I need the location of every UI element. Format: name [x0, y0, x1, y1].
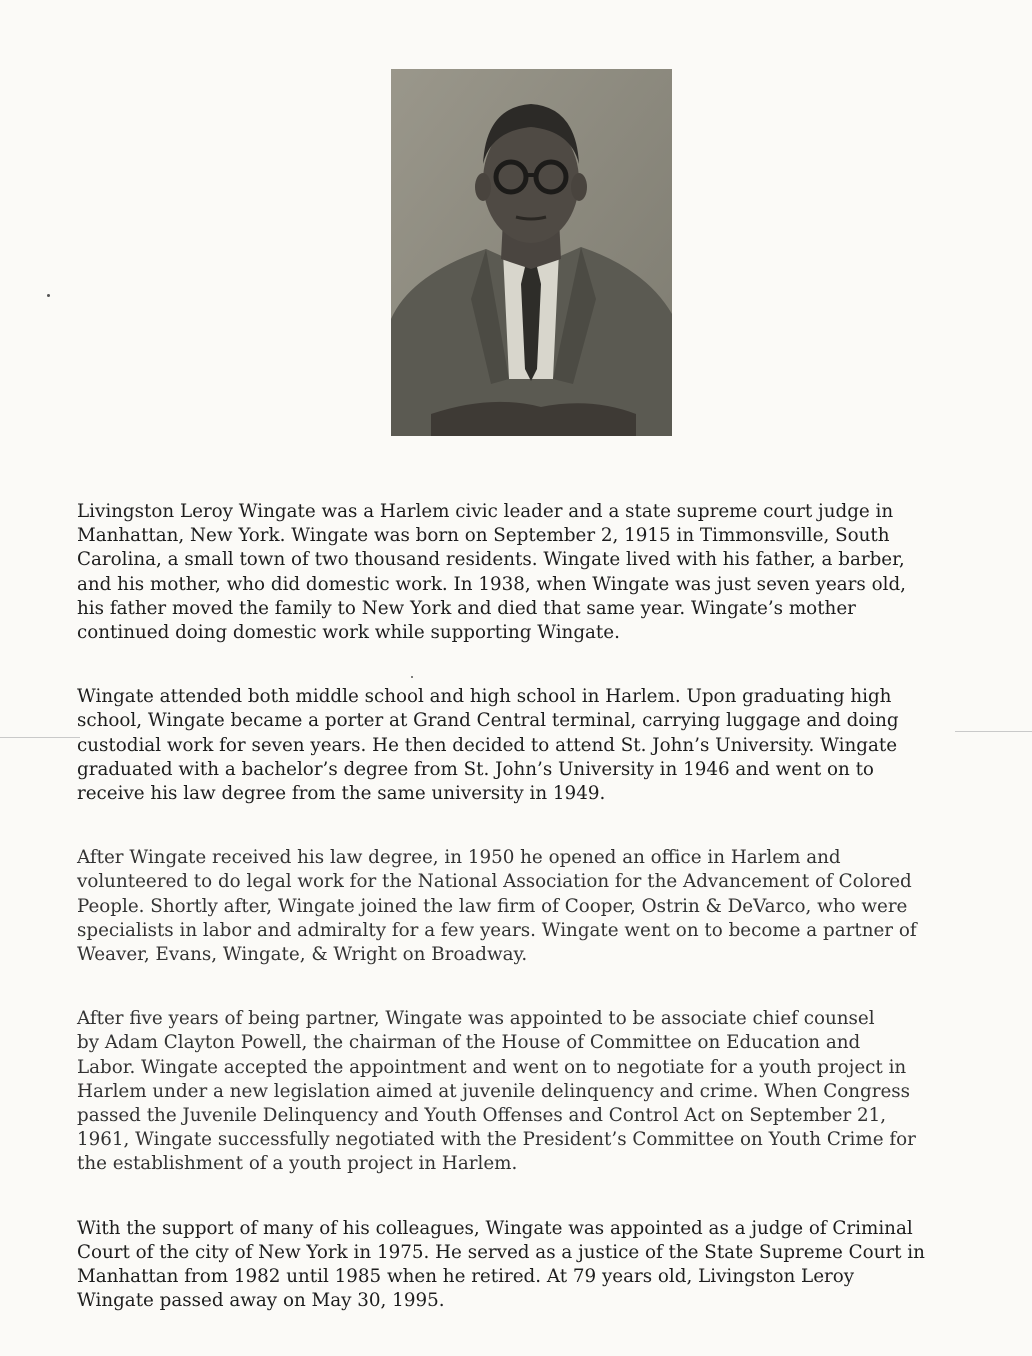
portrait-photo-icon — [391, 69, 672, 436]
paragraph-early-life: Livingston Leroy Wingate was a Harlem civic leader and a state supreme court judge in Manhattan, New York. Wingate was born on September 2, 1915 in Timmonsville, South Carolina, a small town of two thousand residents. Wingate lived with his father, a barber, and his mother, who did domestic work. In 1938, when Wingate was just seven years old, his father moved the family to New York and died that same year. Wingate’s mother continued doing domestic work while supporting Wingate. — [77, 501, 906, 644]
paragraph-law-career: After Wingate received his law degree, in 1950 he opened an office in Harlem and volunteered to do legal work for the National Association for the Advancement of Colored People. Shortly after, Wingate joined the law firm of Cooper, Ostrin & DeVarco, who were specialists in labor and admiralty for a few years. Wingate went on to become a partner of Weaver, Evans, Wingate, & Wright on Broadway. — [77, 847, 917, 966]
portrait-photo — [391, 69, 672, 436]
paragraph-judgeship: With the support of many of his colleagues, Wingate was appointed as a judge of Criminal Court of the city of New York in 1975. He served as a justice of the State Supreme Court in Manhattan from 1982 until 1985 when he retired. At 79 years old, Livingston Leroy Wingate passed away on May 30, 1995. — [77, 1217, 925, 1312]
scan-speck — [47, 294, 50, 297]
scan-fold-line — [0, 737, 80, 738]
document-body — [77, 500, 997, 1353]
paragraph-counsel: After five years of being partner, Wingate was appointed to be associate chief counsel by Adam Clayton Powell, the chairman of the House of Committee on Education and Labor. Wingate accepted the appointment and went on to negotiate for a youth project in Harlem under a new legislation aimed at juvenile delinquency and crime. When Congress passed the Juvenile Delinquency and Youth Offenses and Control Act on September 21, 1961, Wingate successfully negotiated with the President’s Committee on Youth Crime for the establishment of a youth project in Harlem. — [77, 1008, 916, 1175]
paragraph-education: Wingate attended both middle school and high school in Harlem. Upon graduating high school, Wingate became a porter at Grand Central terminal, carrying luggage and doing custodial work for seven years. He then decided to attend St. John’s University. Wingate graduated with a bachelor’s degree from St. John’s University in 1946 and went on to receive his law degree from the same university in 1949. — [77, 686, 899, 805]
